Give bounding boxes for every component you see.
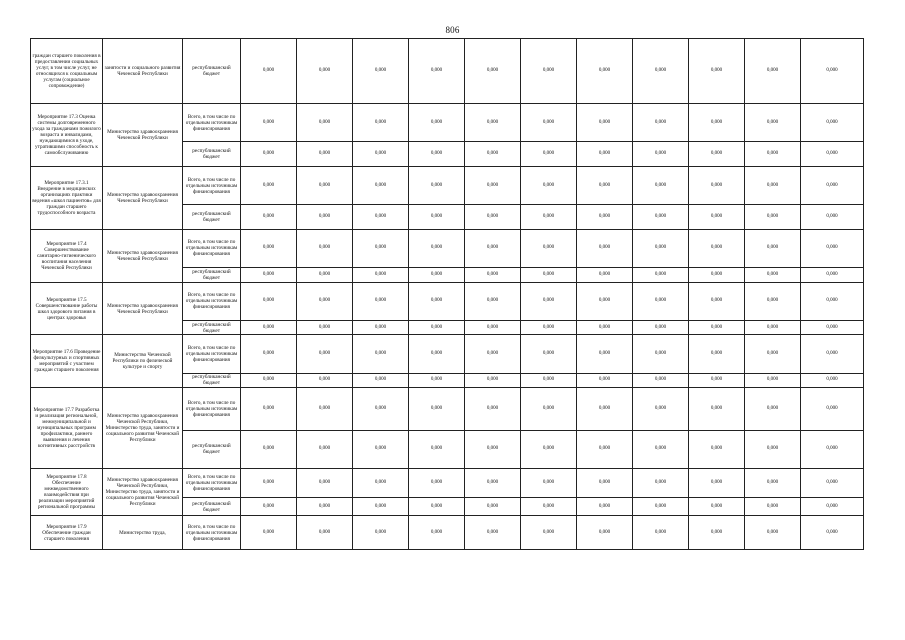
amount-cell: 0,000 <box>521 498 577 516</box>
amount-cell: 0,000 <box>801 167 864 205</box>
budget-table <box>30 38 864 550</box>
funding-source-label: Всего, в том числе по отдельным источникам финансирования <box>183 167 241 205</box>
amount-cell: 0,000 <box>745 320 801 335</box>
amount-cell: 0,000 <box>689 142 745 167</box>
amount-cell: 0,000 <box>577 320 633 335</box>
amount-cell: 0,000 <box>801 498 864 516</box>
measure-executor: Министерство Чеченской Республики по физической культуре и спорту <box>103 335 183 388</box>
amount-cell: 0,000 <box>297 167 353 205</box>
amount-cell: 0,000 <box>633 373 689 388</box>
amount-cell: 0,000 <box>297 268 353 283</box>
page-number: 806 <box>445 25 460 35</box>
amount-cell: 0,000 <box>465 205 521 230</box>
amount-cell: 0,000 <box>297 469 353 498</box>
amount-cell: 0,000 <box>801 320 864 335</box>
amount-cell: 0,000 <box>801 373 864 388</box>
funding-source-label: республиканский бюджет <box>183 498 241 516</box>
amount-cell: 0,000 <box>241 335 297 373</box>
amount-cell: 0,000 <box>353 205 409 230</box>
amount-cell: 0,000 <box>801 205 864 230</box>
amount-cell: 0,000 <box>633 104 689 142</box>
amount-cell: 0,000 <box>465 320 521 335</box>
amount-cell: 0,000 <box>521 104 577 142</box>
amount-cell: 0,000 <box>577 335 633 373</box>
amount-cell: 0,000 <box>577 469 633 498</box>
amount-cell: 0,000 <box>577 498 633 516</box>
amount-cell: 0,000 <box>521 373 577 388</box>
amount-cell: 0,000 <box>409 335 465 373</box>
amount-cell: 0,000 <box>353 320 409 335</box>
amount-cell: 0,000 <box>633 469 689 498</box>
measure-executor: Министерство здравоохранения Чеченской Республики <box>103 167 183 230</box>
amount-cell: 0,000 <box>241 516 297 550</box>
amount-cell: 0,000 <box>409 320 465 335</box>
amount-cell: 0,000 <box>745 282 801 320</box>
amount-cell: 0,000 <box>521 268 577 283</box>
amount-cell: 0,000 <box>241 498 297 516</box>
measure-executor: Министерство здравоохранения Чеченской Республики <box>103 104 183 167</box>
funding-source-label: Всего, в том числе по отдельным источникам финансирования <box>183 335 241 373</box>
amount-cell: 0,000 <box>745 167 801 205</box>
amount-cell: 0,000 <box>577 282 633 320</box>
funding-source-label: Всего, в том числе по отдельным источникам финансирования <box>183 104 241 142</box>
amount-cell: 0,000 <box>521 142 577 167</box>
amount-cell: 0,000 <box>409 167 465 205</box>
amount-cell: 0,000 <box>409 104 465 142</box>
measure-executor: Министерство здравоохранения Чеченской Республики <box>103 282 183 335</box>
amount-cell: 0,000 <box>409 498 465 516</box>
amount-cell: 0,000 <box>353 229 409 267</box>
measure-title: Мероприятие 17.3 Оценка системы долговременного ухода за гражданами пожилого возраста и инвалидами, нуждающимися в уходе, утратившими способность к самообслуживанию <box>31 104 103 167</box>
amount-cell: 0,000 <box>689 373 745 388</box>
measure-title: Мероприятие 17.4 Совершенствование санитарно-гигиенического воспитания населения Чеченской Республики <box>31 229 103 282</box>
amount-cell: 0,000 <box>801 430 864 468</box>
amount-cell: 0,000 <box>241 205 297 230</box>
measure-executor: Министерство труда, <box>103 516 183 550</box>
measure-title: Мероприятие 17.8 Обеспечение межведомственного взаимодействия при реализации мероприятий региональной программы <box>31 469 103 516</box>
amount-cell: 0,000 <box>801 388 864 431</box>
measure-title: Мероприятие 17.6 Проведение физкультурных и спортивных мероприятий с участием граждан старшего поколения <box>31 335 103 388</box>
measure-executor: Министерство здравоохранения Чеченской Республики, Министерство труда, занятости и социального развития Чеченской Республики <box>103 469 183 516</box>
amount-cell: 0,000 <box>409 268 465 283</box>
amount-cell: 0,000 <box>801 335 864 373</box>
amount-cell: 0,000 <box>801 142 864 167</box>
amount-cell: 0,000 <box>633 229 689 267</box>
amount-cell: 0,000 <box>745 469 801 498</box>
amount-cell: 0,000 <box>241 268 297 283</box>
amount-cell: 0,000 <box>409 516 465 550</box>
table-row <box>31 516 864 550</box>
amount-cell: 0,000 <box>633 268 689 283</box>
amount-cell: 0,000 <box>745 104 801 142</box>
amount-cell: 0,000 <box>745 373 801 388</box>
amount-cell: 0,000 <box>465 335 521 373</box>
measure-title: Мероприятие 17.5 Совершенствование работы школ здорового питания в центрах здоровья <box>31 282 103 335</box>
amount-cell: 0,000 <box>465 142 521 167</box>
table-row <box>31 469 864 498</box>
amount-cell: 0,000 <box>633 320 689 335</box>
amount-cell: 0,000 <box>577 167 633 205</box>
amount-cell: 0,000 <box>353 469 409 498</box>
amount-cell: 0,000 <box>577 229 633 267</box>
amount-cell: 0,000 <box>801 469 864 498</box>
amount-cell: 0,000 <box>465 388 521 431</box>
amount-cell: 0,000 <box>577 39 633 104</box>
amount-cell: 0,000 <box>689 104 745 142</box>
funding-source-label: Всего, в том числе по отдельным источникам финансирования <box>183 282 241 320</box>
amount-cell: 0,000 <box>465 167 521 205</box>
table-row <box>31 39 864 104</box>
amount-cell: 0,000 <box>801 282 864 320</box>
amount-cell: 0,000 <box>353 39 409 104</box>
amount-cell: 0,000 <box>689 469 745 498</box>
amount-cell: 0,000 <box>353 268 409 283</box>
amount-cell: 0,000 <box>297 282 353 320</box>
amount-cell: 0,000 <box>633 430 689 468</box>
amount-cell: 0,000 <box>409 388 465 431</box>
amount-cell: 0,000 <box>521 516 577 550</box>
amount-cell: 0,000 <box>689 282 745 320</box>
amount-cell: 0,000 <box>577 205 633 230</box>
amount-cell: 0,000 <box>577 388 633 431</box>
amount-cell: 0,000 <box>521 39 577 104</box>
measure-title: граждан старшего поколения в предоставлении социальных услуг, в том числе услуг, не относящихся к социальным услугам (социальное сопровождение) <box>31 39 103 104</box>
amount-cell: 0,000 <box>633 167 689 205</box>
funding-source-label: республиканский бюджет <box>183 142 241 167</box>
measure-executor: Министерство здравоохранения Чеченской Республики, Министерство труда, занятости и социального развития Чеченской Республики <box>103 388 183 469</box>
amount-cell: 0,000 <box>689 268 745 283</box>
amount-cell: 0,000 <box>745 39 801 104</box>
amount-cell: 0,000 <box>745 430 801 468</box>
amount-cell: 0,000 <box>577 104 633 142</box>
amount-cell: 0,000 <box>745 268 801 283</box>
amount-cell: 0,000 <box>633 205 689 230</box>
amount-cell: 0,000 <box>689 388 745 431</box>
funding-source-label: республиканский бюджет <box>183 373 241 388</box>
amount-cell: 0,000 <box>297 142 353 167</box>
amount-cell: 0,000 <box>241 229 297 267</box>
amount-cell: 0,000 <box>353 142 409 167</box>
funding-source-label: Всего, в том числе по отдельным источникам финансирования <box>183 229 241 267</box>
amount-cell: 0,000 <box>577 430 633 468</box>
table-row <box>31 229 864 267</box>
amount-cell: 0,000 <box>409 39 465 104</box>
amount-cell: 0,000 <box>689 39 745 104</box>
amount-cell: 0,000 <box>633 142 689 167</box>
amount-cell: 0,000 <box>409 469 465 498</box>
amount-cell: 0,000 <box>689 335 745 373</box>
amount-cell: 0,000 <box>689 320 745 335</box>
amount-cell: 0,000 <box>297 373 353 388</box>
amount-cell: 0,000 <box>353 498 409 516</box>
amount-cell: 0,000 <box>297 229 353 267</box>
amount-cell: 0,000 <box>353 335 409 373</box>
amount-cell: 0,000 <box>297 39 353 104</box>
funding-source-label: Всего, в том числе по отдельным источникам финансирования <box>183 388 241 431</box>
amount-cell: 0,000 <box>801 268 864 283</box>
amount-cell: 0,000 <box>521 167 577 205</box>
amount-cell: 0,000 <box>521 335 577 373</box>
amount-cell: 0,000 <box>521 320 577 335</box>
measure-title: Мероприятие 17.3.1 Внедрение в медицинских организациях практики ведения «школ пациентов» для граждан старшего трудоспособного возраста <box>31 167 103 230</box>
table-row <box>31 335 864 373</box>
amount-cell: 0,000 <box>241 388 297 431</box>
table-row <box>31 104 864 142</box>
amount-cell: 0,000 <box>577 373 633 388</box>
funding-source-label: республиканский бюджет <box>183 320 241 335</box>
amount-cell: 0,000 <box>241 142 297 167</box>
amount-cell: 0,000 <box>297 320 353 335</box>
amount-cell: 0,000 <box>801 104 864 142</box>
amount-cell: 0,000 <box>521 430 577 468</box>
amount-cell: 0,000 <box>353 430 409 468</box>
amount-cell: 0,000 <box>241 104 297 142</box>
funding-source-label: республиканский бюджет <box>183 268 241 283</box>
amount-cell: 0,000 <box>521 282 577 320</box>
amount-cell: 0,000 <box>745 498 801 516</box>
amount-cell: 0,000 <box>521 229 577 267</box>
amount-cell: 0,000 <box>241 39 297 104</box>
amount-cell: 0,000 <box>409 142 465 167</box>
amount-cell: 0,000 <box>689 205 745 230</box>
amount-cell: 0,000 <box>801 39 864 104</box>
amount-cell: 0,000 <box>465 229 521 267</box>
amount-cell: 0,000 <box>745 335 801 373</box>
amount-cell: 0,000 <box>633 282 689 320</box>
amount-cell: 0,000 <box>801 229 864 267</box>
amount-cell: 0,000 <box>689 229 745 267</box>
table-row <box>31 167 864 205</box>
amount-cell: 0,000 <box>353 282 409 320</box>
amount-cell: 0,000 <box>353 167 409 205</box>
funding-source-label: республиканский бюджет <box>183 430 241 468</box>
amount-cell: 0,000 <box>521 469 577 498</box>
amount-cell: 0,000 <box>745 388 801 431</box>
amount-cell: 0,000 <box>465 39 521 104</box>
amount-cell: 0,000 <box>241 469 297 498</box>
amount-cell: 0,000 <box>353 388 409 431</box>
measure-title: Мероприятие 17.9 Обеспечение граждан старшего поколения <box>31 516 103 550</box>
measure-executor: занятости и социального развития Чеченской Республики <box>103 39 183 104</box>
funding-source-label: Всего, в том числе по отдельным источникам финансирования <box>183 469 241 498</box>
amount-cell: 0,000 <box>297 388 353 431</box>
amount-cell: 0,000 <box>801 516 864 550</box>
amount-cell: 0,000 <box>353 516 409 550</box>
amount-cell: 0,000 <box>465 268 521 283</box>
amount-cell: 0,000 <box>409 373 465 388</box>
table-row <box>31 282 864 320</box>
amount-cell: 0,000 <box>689 167 745 205</box>
amount-cell: 0,000 <box>297 430 353 468</box>
measure-title: Мероприятие 17.7 Разработка и реализация региональной, межмуниципальной и муниципальных программ профилактики, раннего выявления и лечения когнитивных расстройств <box>31 388 103 469</box>
amount-cell: 0,000 <box>297 205 353 230</box>
amount-cell: 0,000 <box>745 229 801 267</box>
amount-cell: 0,000 <box>465 282 521 320</box>
amount-cell: 0,000 <box>465 104 521 142</box>
amount-cell: 0,000 <box>745 142 801 167</box>
amount-cell: 0,000 <box>409 430 465 468</box>
amount-cell: 0,000 <box>521 388 577 431</box>
amount-cell: 0,000 <box>521 205 577 230</box>
amount-cell: 0,000 <box>409 282 465 320</box>
amount-cell: 0,000 <box>353 104 409 142</box>
amount-cell: 0,000 <box>577 516 633 550</box>
amount-cell: 0,000 <box>465 373 521 388</box>
funding-source-label: Всего, в том числе по отдельным источникам финансирования <box>183 516 241 550</box>
amount-cell: 0,000 <box>689 430 745 468</box>
amount-cell: 0,000 <box>745 516 801 550</box>
amount-cell: 0,000 <box>465 516 521 550</box>
amount-cell: 0,000 <box>409 205 465 230</box>
amount-cell: 0,000 <box>633 335 689 373</box>
amount-cell: 0,000 <box>297 498 353 516</box>
amount-cell: 0,000 <box>297 335 353 373</box>
amount-cell: 0,000 <box>745 205 801 230</box>
amount-cell: 0,000 <box>633 498 689 516</box>
amount-cell: 0,000 <box>241 320 297 335</box>
measure-executor: Министерство здравоохранения Чеченской Республики <box>103 229 183 282</box>
amount-cell: 0,000 <box>633 516 689 550</box>
amount-cell: 0,000 <box>465 430 521 468</box>
table-row <box>31 388 864 431</box>
amount-cell: 0,000 <box>633 388 689 431</box>
amount-cell: 0,000 <box>465 498 521 516</box>
amount-cell: 0,000 <box>633 39 689 104</box>
amount-cell: 0,000 <box>577 268 633 283</box>
amount-cell: 0,000 <box>409 229 465 267</box>
amount-cell: 0,000 <box>297 104 353 142</box>
amount-cell: 0,000 <box>689 498 745 516</box>
amount-cell: 0,000 <box>241 167 297 205</box>
amount-cell: 0,000 <box>241 373 297 388</box>
funding-source-label: республиканский бюджет <box>183 39 241 104</box>
amount-cell: 0,000 <box>465 469 521 498</box>
amount-cell: 0,000 <box>241 282 297 320</box>
funding-source-label: республиканский бюджет <box>183 205 241 230</box>
amount-cell: 0,000 <box>353 373 409 388</box>
amount-cell: 0,000 <box>297 516 353 550</box>
amount-cell: 0,000 <box>577 142 633 167</box>
amount-cell: 0,000 <box>689 516 745 550</box>
amount-cell: 0,000 <box>241 430 297 468</box>
